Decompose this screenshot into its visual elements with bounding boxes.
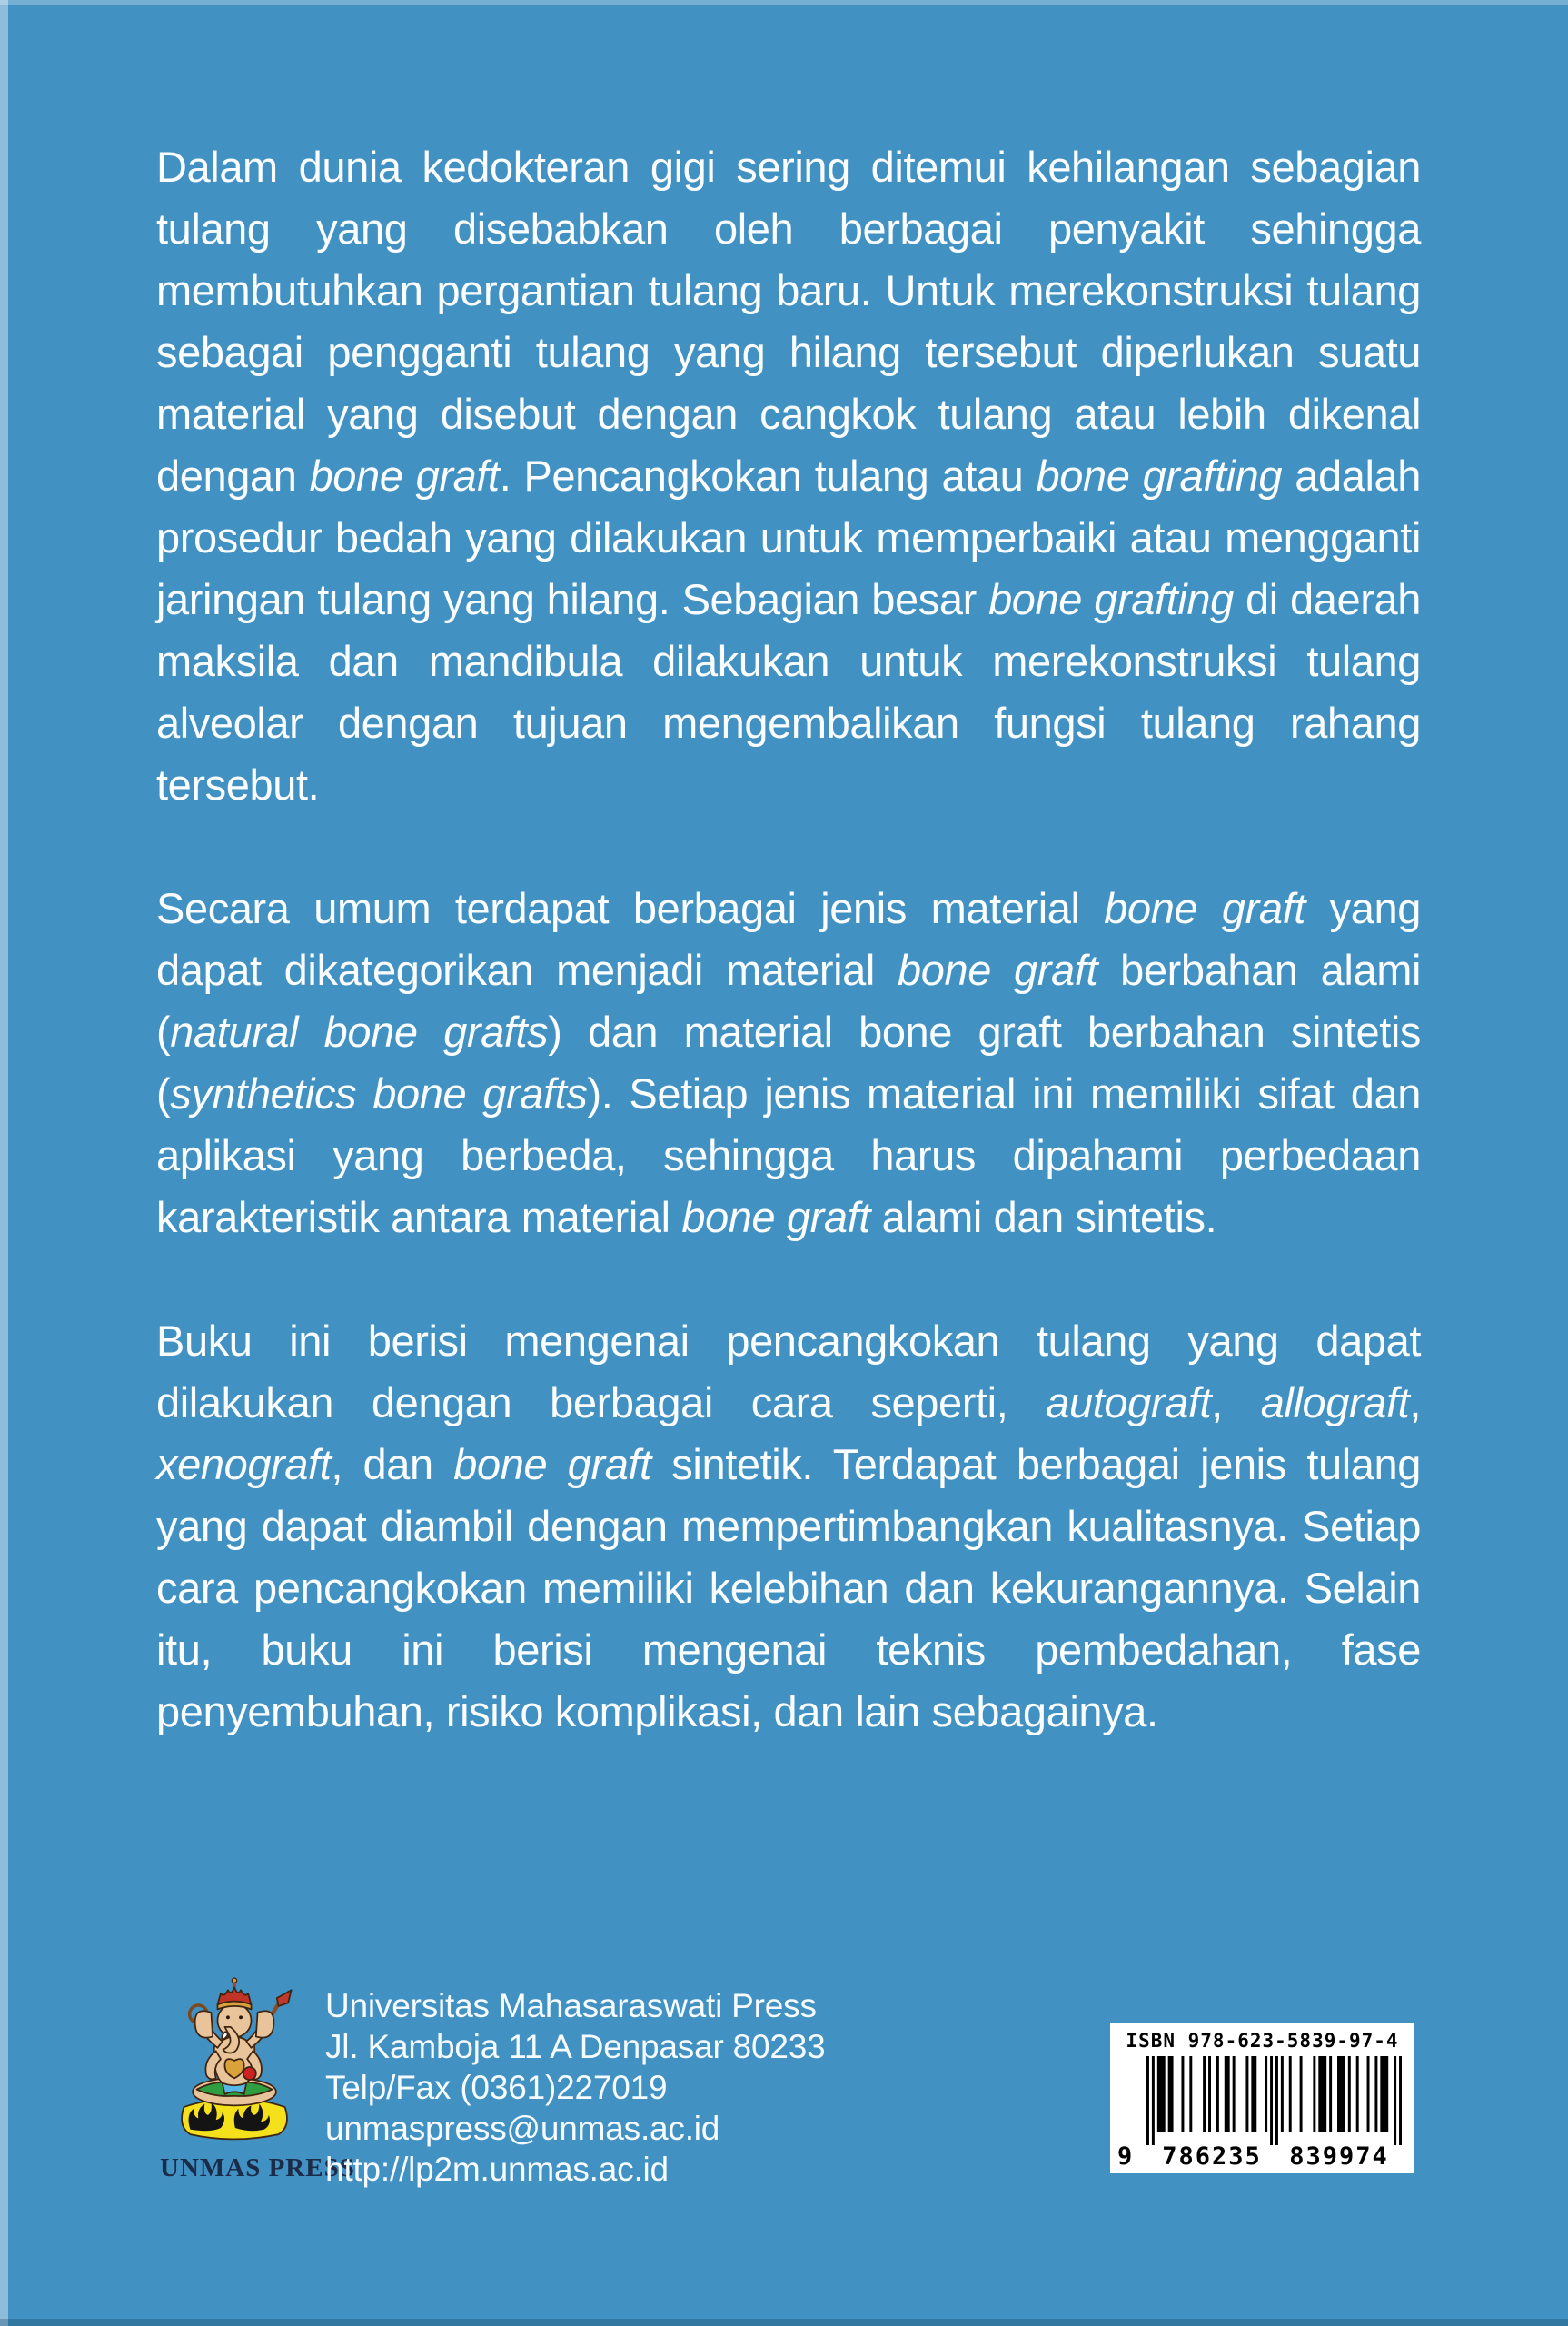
publisher-logo-label: UNMAS PRESS [160,2153,355,2182]
synopsis [156,136,1421,1804]
page-edge-top [0,0,1568,5]
publisher-info [325,1985,826,2190]
barcode-digit-first: 9 [1117,2142,1133,2171]
publisher-logo-block [160,1977,355,2183]
barcode-digits-right: 839974 [1289,2142,1389,2171]
synopsis-paragraph-1: Dalam dunia kedokteran gigi sering ditemui kehilangan sebagian tulang yang disebabkan oleh berbagai penyakit sehingga membutuhkan pergantian tulang baru. Untuk merekonstruksi tulang sebagai pengganti tulang yang hilang tersebut diperlukan suatu material yang disebut dengan cangkok tulang atau lebih dikenal dengan bone graft. Pencangkokan tulang atau bone grafting adalah prosedur bedah yang dilakukan untuk memperbaiki atau mengganti jaringan tulang yang hilang. Sebagian besar bone grafting di daerah maksila dan mandibula dilakukan untuk merekonstruksi tulang alveolar dengan tujuan mengembalikan fungsi tulang rahang tersebut. [156,143,1421,809]
publisher-name: Universitas Mahasaraswati Press [325,1987,817,2024]
barcode-digits [1110,2142,1414,2172]
ganesha-logo-icon [166,1977,303,2150]
publisher-address: Jl. Kamboja 11 A Denpasar 80233 [325,2028,826,2065]
publisher-email: unmaspress@unmas.ac.id [325,2110,720,2147]
isbn-label: ISBN 978-623-5839-97-4 [1126,2030,1399,2052]
synopsis-paragraph-2: Secara umum terdapat berbagai jenis material bone graft yang dapat dikategorikan menjadi material bone graft berbahan alami (natural bone grafts) dan material bone graft berbahan sintetis (synthetics bone grafts). Setiap jenis material ini memiliki sifat dan aplikasi yang berbeda, sehingga harus dipahami perbedaan karakteristik antara material bone graft alami dan sintetis. [156,884,1422,1241]
isbn-barcode [1110,2023,1414,2173]
synopsis-paragraph-3: Buku ini berisi mengenai pencangkokan tulang yang dapat dilakukan dengan berbagai cara seperti, autograft, allograft, xenograft, dan bone graft sintetik. Terdapat berbagai jenis tulang yang dapat diambil dengan mempertimbangkan kualitasnya. Setiap cara pencangkokan memiliki kelebihan dan kekurangannya. Selain itu, buku ini berisi mengenai teknis pembedahan, fase penyembuhan, risiko komplikasi, dan lain sebagainya. [156,1317,1421,1735]
barcode-bars [1146,2056,1402,2145]
publisher-website: http://lp2m.unmas.ac.id [325,2151,669,2188]
page-edge-left [0,0,8,2326]
page-edge-bottom [0,2319,1568,2326]
publisher-phone: Telp/Fax (0361)227019 [325,2069,668,2106]
barcode-digits-left: 786235 [1162,2142,1262,2171]
